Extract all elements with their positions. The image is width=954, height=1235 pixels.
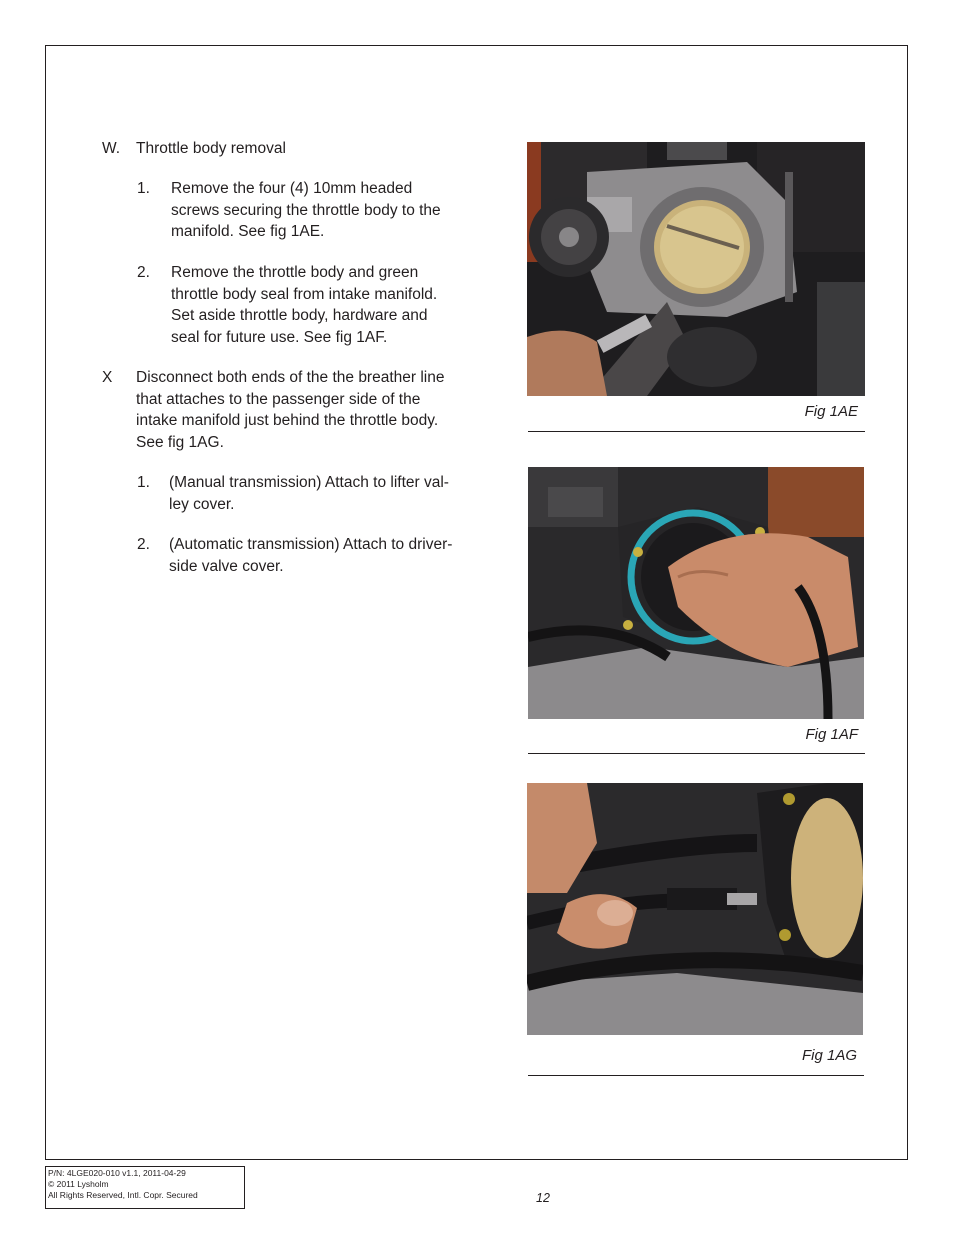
caption-divider xyxy=(528,1075,864,1076)
step-text-line: side valve cover. xyxy=(169,558,284,575)
caption-divider xyxy=(528,753,865,754)
step-text-line: (Manual transmission) Attach to lifter val- xyxy=(169,474,449,491)
section-x-marker: X xyxy=(102,369,113,386)
step-text-line: throttle body seal from intake manifold. xyxy=(171,286,438,303)
section-x-text-line: intake manifold just behind the throttle body. xyxy=(136,412,439,429)
step-text-line: Remove the throttle body and green xyxy=(171,264,419,281)
throttle-body-seal-photo xyxy=(528,467,864,719)
section-x-text-line: that attaches to the passenger side of the xyxy=(136,391,421,408)
step-text-line: Set aside throttle body, hardware and xyxy=(171,307,428,324)
rights-notice: All Rights Reserved, Intl. Copr. Secured xyxy=(48,1190,198,1200)
throttle-body-photo xyxy=(527,142,865,396)
step-number: 2. xyxy=(137,536,150,553)
step-text-line: ley cover. xyxy=(169,496,235,513)
page-number: 12 xyxy=(536,1191,550,1205)
step-text-line: seal for future use. See fig 1AF. xyxy=(171,329,388,346)
breather-line-photo xyxy=(527,783,863,1035)
document-info-box xyxy=(45,1166,245,1209)
figure-caption: Fig 1AE xyxy=(804,403,858,420)
step-text-line: screws securing the throttle body to the xyxy=(171,202,441,219)
figure-caption: Fig 1AF xyxy=(805,726,858,743)
step-text-line: (Automatic transmission) Attach to driver- xyxy=(169,536,453,553)
part-number: P/N: 4LGE020-010 v1.1, 2011-04-29 xyxy=(48,1168,186,1178)
section-w-marker: W. xyxy=(102,140,121,157)
figure-caption: Fig 1AG xyxy=(801,1047,857,1064)
copyright-notice: © 2011 Lysholm xyxy=(48,1179,109,1189)
step-number: 1. xyxy=(137,474,150,491)
caption-divider xyxy=(528,431,865,432)
step-number: 1. xyxy=(137,180,150,197)
section-x-text-line: Disconnect both ends of the the breather line xyxy=(136,369,445,386)
section-x-text-line: See fig 1AG. xyxy=(136,434,224,451)
step-text-line: Remove the four (4) 10mm headed xyxy=(171,180,413,197)
step-number: 2. xyxy=(137,264,150,281)
section-w-heading: Throttle body removal xyxy=(136,140,286,157)
step-text-line: manifold. See fig 1AE. xyxy=(171,223,325,240)
